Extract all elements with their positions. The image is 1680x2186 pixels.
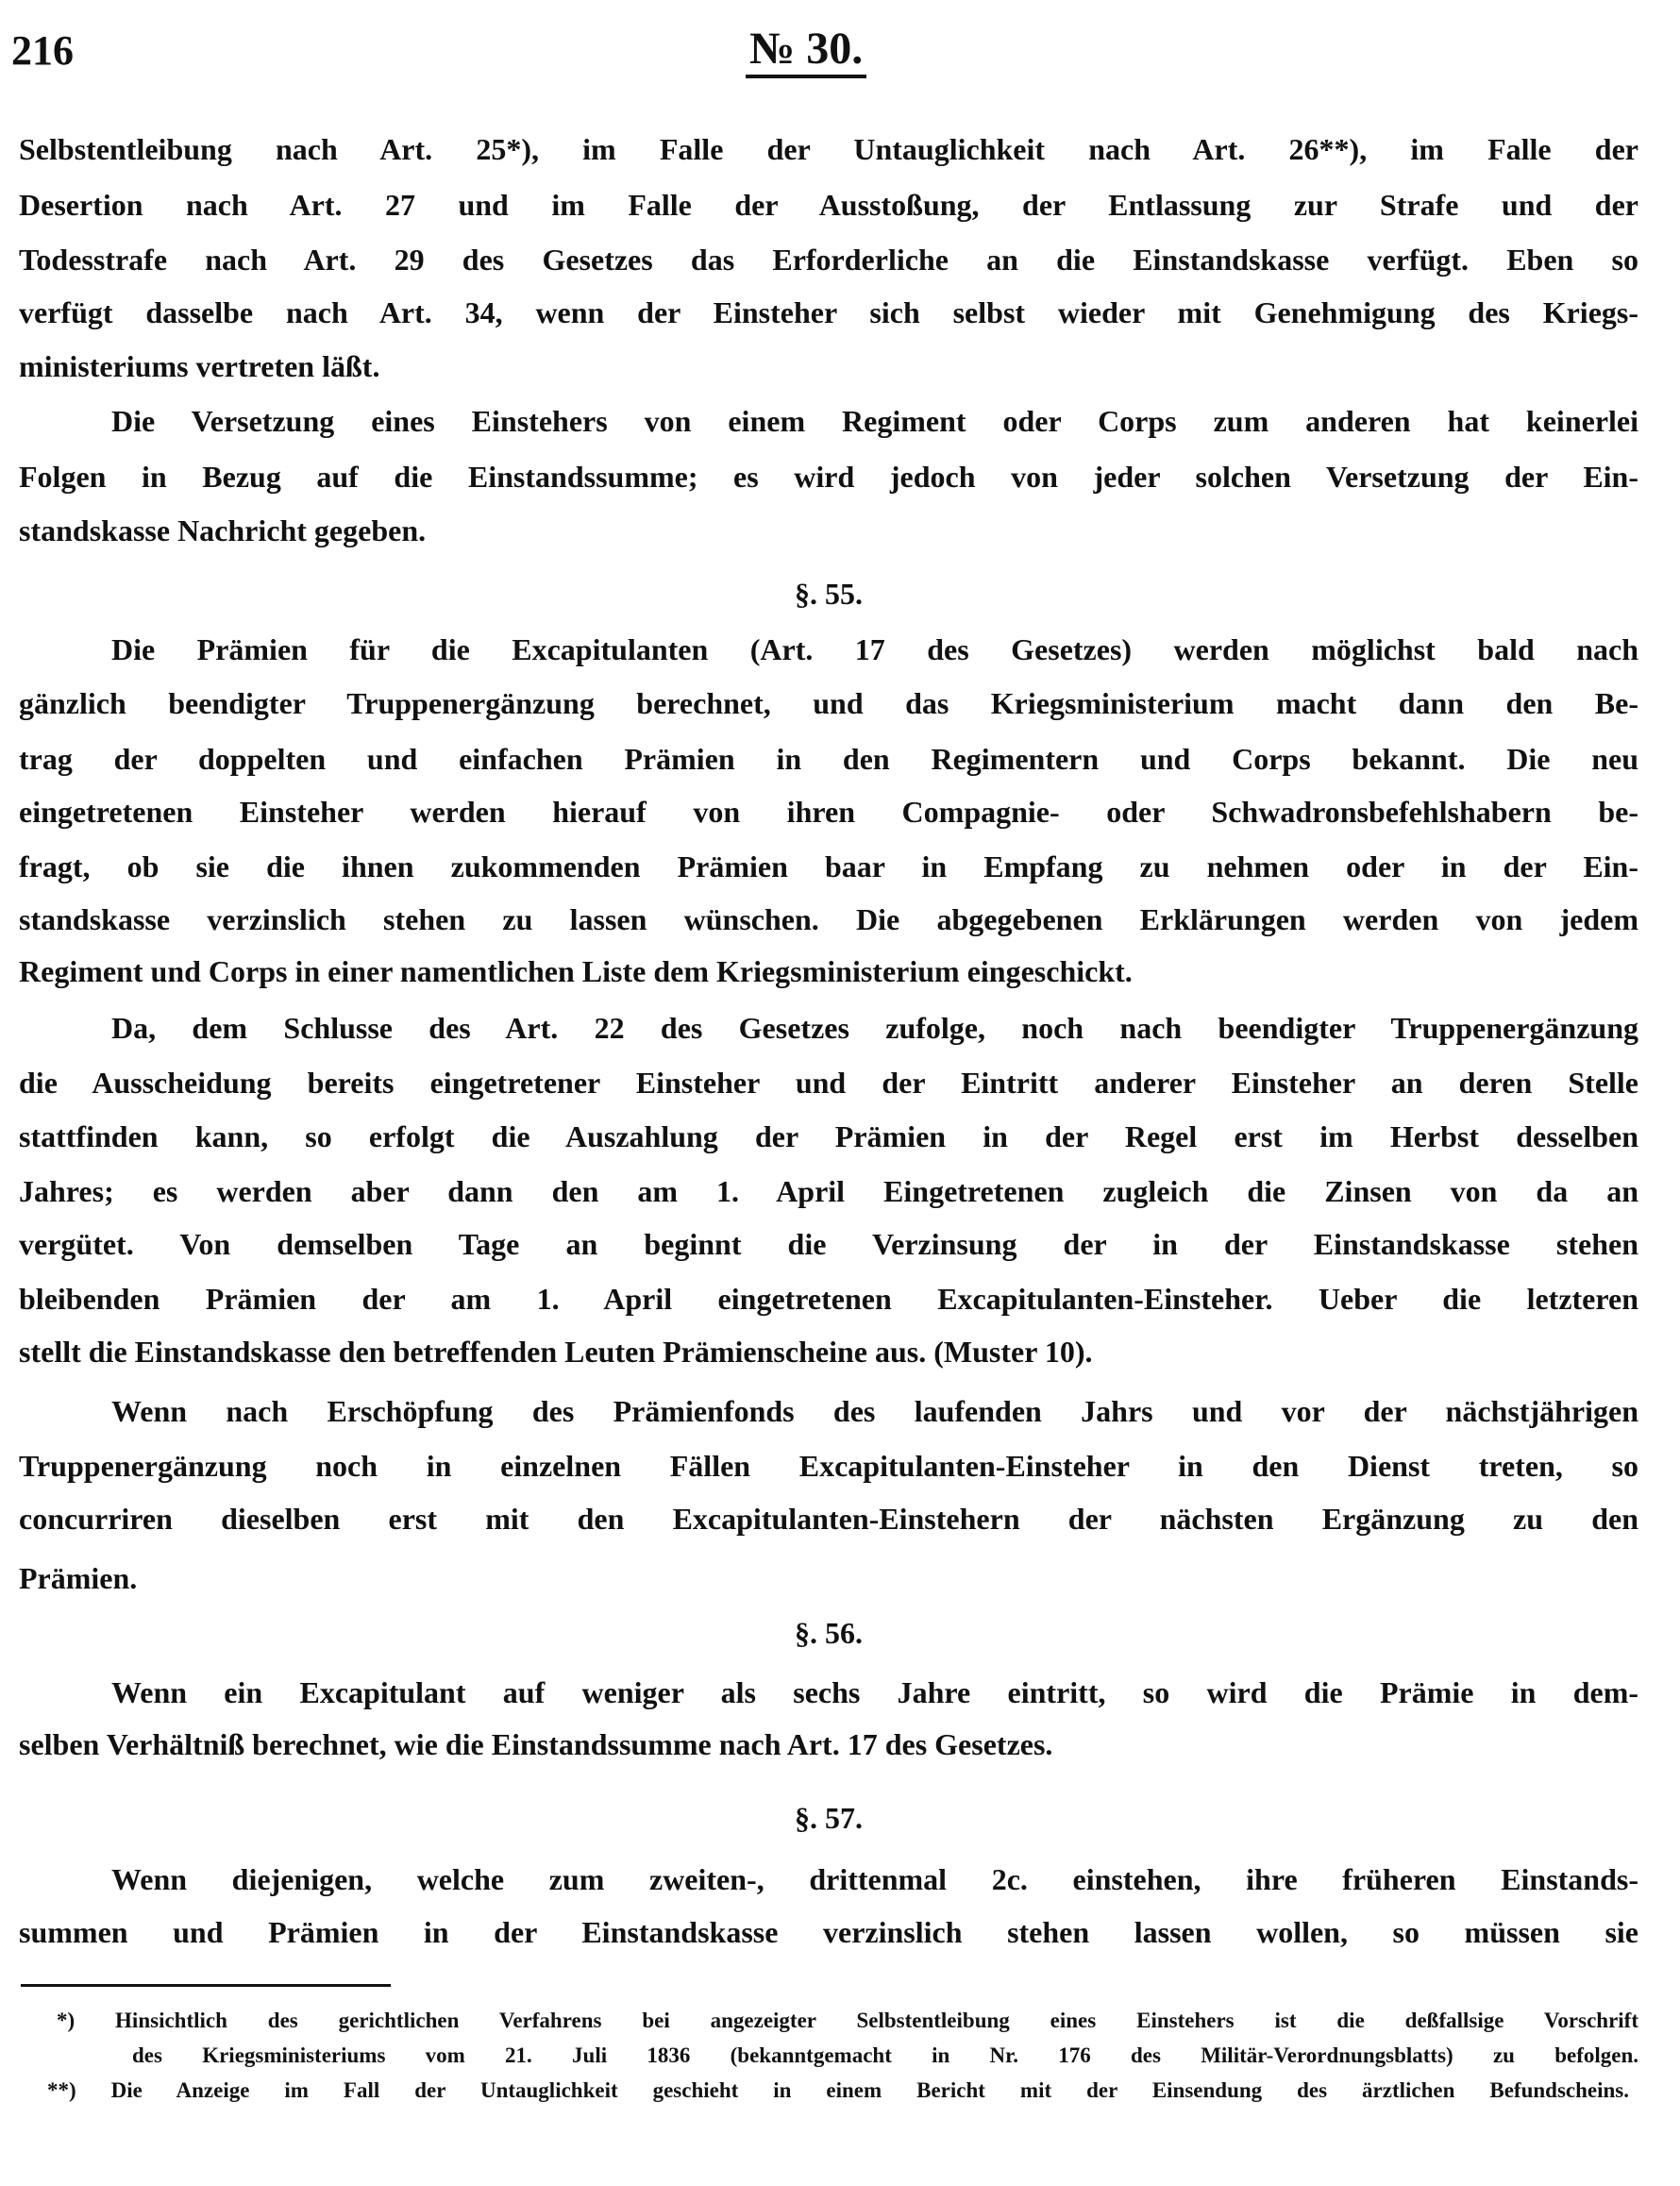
text-line: Desertion nach Art. 27 und im Falle der Ausstoßung, der Entlassung zur Strafe und der — [19, 188, 1638, 222]
text-line: Prämien. — [19, 1561, 138, 1595]
text-line: Da, dem Schlusse des Art. 22 des Gesetzes zufolge, noch nach beendigter Truppenergänzung — [111, 1011, 1638, 1045]
text-line: Regiment und Corps in einer namentlichen Liste dem Kriegsministerium eingeschickt. — [19, 954, 1133, 988]
footnote-line: des Kriegsministeriums vom 21. Juli 1836 (bekanntgemacht in Nr. 176 des Militär-Verordnungsblatts) zu befolgen. — [132, 2043, 1638, 2067]
section-heading: §. 57. — [795, 1801, 863, 1835]
footnote-line: **) Die Anzeige im Fall der Untauglichkeit geschieht in einem Bericht mit der Einsendung des ärztlichen Befundscheins. — [47, 2078, 1629, 2102]
text-line: Truppenergänzung noch in einzelnen Fällen Excapitulanten-Einsteher in den Dienst treten, so — [19, 1449, 1638, 1483]
text-line: selben Verhältniß berechnet, wie die Einstandssumme nach Art. 17 des Gesetzes. — [19, 1727, 1053, 1761]
text-line: Wenn nach Erschöpfung des Prämienfonds des laufenden Jahrs und vor der nächstjährigen — [111, 1394, 1638, 1428]
text-line: Wenn diejenigen, welche zum zweiten-, drittenmal 2c. einstehen, ihre früheren Einstands- — [111, 1862, 1638, 1896]
text-line: die Ausscheidung bereits eingetretener Einsteher und der Eintritt anderer Einsteher an deren Stelle — [19, 1066, 1638, 1100]
text-line: Selbstentleibung nach Art. 25*), im Falle der Untauglichkeit nach Art. 26**), im Falle der — [19, 132, 1638, 166]
section-heading: §. 55. — [795, 577, 863, 611]
footnote-line: *) Hinsichtlich des gerichtlichen Verfahrens bei angezeigter Selbstentleibung eines Einstehers ist die deßfallsige Vorschrift — [57, 2009, 1638, 2032]
footnote-divider — [21, 1984, 391, 1987]
text-line: Die Prämien für die Excapitulanten (Art. 17 des Gesetzes) werden möglichst bald nach — [111, 632, 1638, 666]
text-line: summen und Prämien in der Einstandskasse verzinslich stehen lassen wollen, so müssen sie — [19, 1915, 1638, 1949]
section-heading: §. 56. — [795, 1616, 863, 1650]
text-line: Die Versetzung eines Einstehers von einem Regiment oder Corps zum anderen hat keinerlei — [111, 404, 1638, 438]
text-line: concurriren dieselben erst mit den Excapitulanten-Einstehern der nächsten Ergänzung zu den — [19, 1502, 1638, 1536]
text-line: bleibenden Prämien der am 1. April eingetretenen Excapitulanten-Einsteher. Ueber die letzteren — [19, 1282, 1638, 1316]
text-line: fragt, ob sie die ihnen zukommenden Prämien baar in Empfang zu nehmen oder in der Ein- — [19, 849, 1638, 883]
text-line: Todesstrafe nach Art. 29 des Gesetzes das Erforderliche an die Einstandskasse verfügt. Eben so — [19, 243, 1638, 277]
text-line: gänzlich beendigter Truppenergänzung berechnet, und das Kriegsministerium macht dann den Be- — [19, 686, 1638, 720]
text-line: stellt die Einstandskasse den betreffenden Leuten Prämienscheine aus. (Muster 10). — [19, 1335, 1093, 1369]
text-line: trag der doppelten und einfachen Prämien in den Regimentern und Corps bekannt. Die neu — [19, 742, 1638, 776]
text-line: Jahres; es werden aber dann den am 1. April Eingetretenen zugleich die Zinsen von da an — [19, 1174, 1638, 1208]
text-line: standskasse Nachricht gegeben. — [19, 513, 427, 547]
text-line: verfügt dasselbe nach Art. 34, wenn der Einsteher sich selbst wieder mit Genehmigung des Kriegs- — [19, 295, 1638, 329]
text-line: stattfinden kann, so erfolgt die Auszahlung der Prämien in der Regel erst im Herbst desselben — [19, 1119, 1638, 1153]
text-line: standskasse verzinslich stehen zu lassen wünschen. Die abgegebenen Erklärungen werden von jedem — [19, 902, 1638, 936]
text-line: Folgen in Bezug auf die Einstandssumme; es wird jedoch von jeder solchen Versetzung der Ein- — [19, 460, 1638, 494]
text-line: eingetretenen Einsteher werden hierauf von ihren Compagnie- oder Schwadronsbefehlshabern be- — [19, 795, 1638, 829]
issue-number: № 30. — [746, 23, 866, 78]
text-line: Wenn ein Excapitulant auf weniger als sechs Jahre eintritt, so wird die Prämie in dem- — [111, 1675, 1638, 1709]
page-number: 216 — [11, 27, 74, 74]
text-line: ministeriums vertreten läßt. — [19, 349, 380, 383]
text-line: vergütet. Von demselben Tage an beginnt die Verzinsung der in der Einstandskasse stehen — [19, 1227, 1638, 1261]
